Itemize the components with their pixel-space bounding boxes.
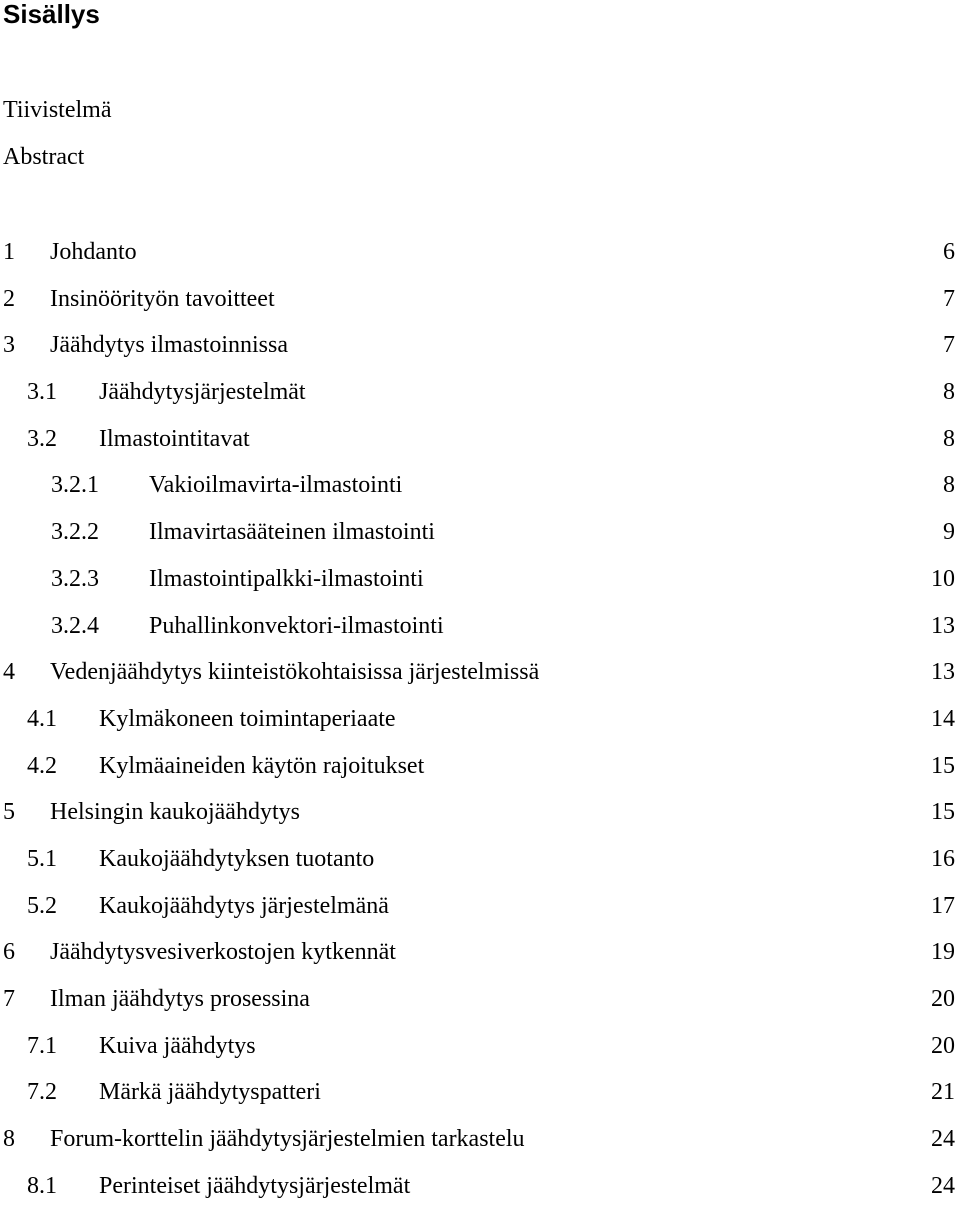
toc-entry-title: Ilman jäähdytys prosessina xyxy=(50,986,310,1012)
toc-entry-page-number: 17 xyxy=(931,892,955,919)
toc-entry-title: Johdanto xyxy=(50,239,137,265)
toc-entry-title: Helsingin kaukojäähdytys xyxy=(50,799,300,826)
toc-entry-number: 3.2 xyxy=(27,425,57,452)
toc-entry xyxy=(0,1077,960,1124)
toc-entry xyxy=(0,517,960,564)
toc-entry-page-number: 19 xyxy=(931,939,955,966)
toc-entry-page-number: 15 xyxy=(931,752,955,779)
toc-entry-title: Perinteiset jäähdytysjärjestelmät xyxy=(99,1172,411,1199)
toc-entry xyxy=(0,1031,960,1078)
toc-entry-page-number: 7 xyxy=(943,285,955,312)
toc-entry-page-number: 13 xyxy=(931,612,955,639)
front-matter-item-tiivistelma: Tiivistelmä xyxy=(3,97,112,123)
toc-entry-number: 7 xyxy=(3,986,15,1012)
toc-entry-page-number: 13 xyxy=(931,659,955,686)
toc-entry-number: 4.2 xyxy=(27,752,57,779)
toc-entry xyxy=(0,751,960,798)
toc-entry-page-number: 16 xyxy=(931,845,955,872)
toc-entry-number: 8.1 xyxy=(27,1172,57,1199)
toc-entry-title: Kylmäaineiden käytön rajoitukset xyxy=(99,752,425,779)
toc-entry-page-number: 8 xyxy=(943,425,955,452)
toc-entry xyxy=(0,377,960,424)
toc-entry-number: 4.1 xyxy=(27,705,57,732)
toc-entry-page-number: 10 xyxy=(931,565,955,592)
toc-entry xyxy=(0,704,960,751)
toc-entry-title: Ilmastointitavat xyxy=(99,425,250,452)
toc-entry-page-number: 24 xyxy=(931,1126,955,1153)
toc-entry-number: 7.2 xyxy=(27,1079,57,1106)
toc-entry-page-number: 20 xyxy=(931,1032,955,1059)
toc-entry xyxy=(0,797,960,844)
toc-entry-number: 3.2.1 xyxy=(51,472,99,499)
toc-entry-number: 2 xyxy=(3,285,15,312)
toc-entry xyxy=(0,424,960,471)
toc-entry-page-number: 15 xyxy=(931,799,955,826)
toc-entry-title: Jäähdytysvesiverkostojen kytkennät xyxy=(50,939,396,966)
toc-entry-page-number: 8 xyxy=(943,472,955,499)
toc-entry-number: 6 xyxy=(3,939,15,966)
toc-entry xyxy=(0,937,960,984)
toc-entry-page-number: 14 xyxy=(931,705,955,732)
toc-entry xyxy=(0,611,960,658)
toc-entry-number: 4 xyxy=(3,659,15,686)
toc-entry xyxy=(0,284,960,331)
toc-entry xyxy=(0,657,960,704)
toc-entry xyxy=(0,237,960,284)
toc-entry-title: Kaukojäähdytyksen tuotanto xyxy=(99,845,375,872)
toc-entry-page-number: 9 xyxy=(943,519,955,546)
toc-entry-title: Kaukojäähdytys järjestelmänä xyxy=(99,892,389,919)
toc-entry-number: 3 xyxy=(3,332,15,359)
toc-entry xyxy=(0,891,960,938)
toc-entry-number: 3.2.4 xyxy=(51,612,99,639)
toc-entry-page-number: 6 xyxy=(943,239,955,265)
toc-entry xyxy=(0,844,960,891)
front-matter-item-abstract: Abstract xyxy=(3,144,85,170)
toc-entry-title: Puhallinkonvektori-ilmastointi xyxy=(149,612,444,639)
toc-entry-number: 8 xyxy=(3,1126,15,1153)
page-title: Sisällys xyxy=(3,0,100,29)
toc-entry-page-number: 7 xyxy=(943,332,955,359)
toc-entry-number: 3.1 xyxy=(27,379,57,406)
toc-entry xyxy=(0,1171,960,1217)
toc-entry-title: Insinöörityön tavoitteet xyxy=(50,285,275,312)
toc-entry-title: Ilmavirtasääteinen ilmastointi xyxy=(149,519,435,546)
toc-entry-title: Vedenjäähdytys kiinteistökohtaisissa järjestelmissä xyxy=(50,659,540,686)
toc-entry-number: 1 xyxy=(3,239,15,265)
toc-entry-page-number: 21 xyxy=(931,1079,955,1106)
toc-entry-title: Ilmastointipalkki-ilmastointi xyxy=(149,565,424,592)
toc-entry-title: Kylmäkoneen toimintaperiaate xyxy=(99,705,396,732)
toc-entry xyxy=(0,330,960,377)
toc-entry-page-number: 8 xyxy=(943,379,955,406)
toc-entry-number: 5.1 xyxy=(27,845,57,872)
toc-entry-page-number: 24 xyxy=(931,1172,955,1199)
toc-entry xyxy=(0,564,960,611)
toc-entry xyxy=(0,984,960,1031)
toc-entry xyxy=(0,470,960,517)
toc-entry-page-number: 20 xyxy=(931,986,955,1012)
toc-entry-title: Jäähdytysjärjestelmät xyxy=(99,379,306,406)
toc-entry-number: 3.2.3 xyxy=(51,565,99,592)
toc-entry-title: Jäähdytys ilmastoinnissa xyxy=(50,332,288,359)
toc-entry-title: Vakioilmavirta-ilmastointi xyxy=(149,472,403,499)
toc-entry-number: 3.2.2 xyxy=(51,519,99,546)
toc-entry-number: 5 xyxy=(3,799,15,826)
toc-entry-number: 7.1 xyxy=(27,1032,57,1059)
toc-entry-title: Kuiva jäähdytys xyxy=(99,1032,256,1059)
toc-entry-number: 5.2 xyxy=(27,892,57,919)
toc-entry-title: Märkä jäähdytyspatteri xyxy=(99,1079,321,1106)
toc-entry-title: Forum-korttelin jäähdytysjärjestelmien tarkastelu xyxy=(50,1126,525,1153)
table-of-contents xyxy=(0,237,960,1217)
toc-entry xyxy=(0,1124,960,1171)
